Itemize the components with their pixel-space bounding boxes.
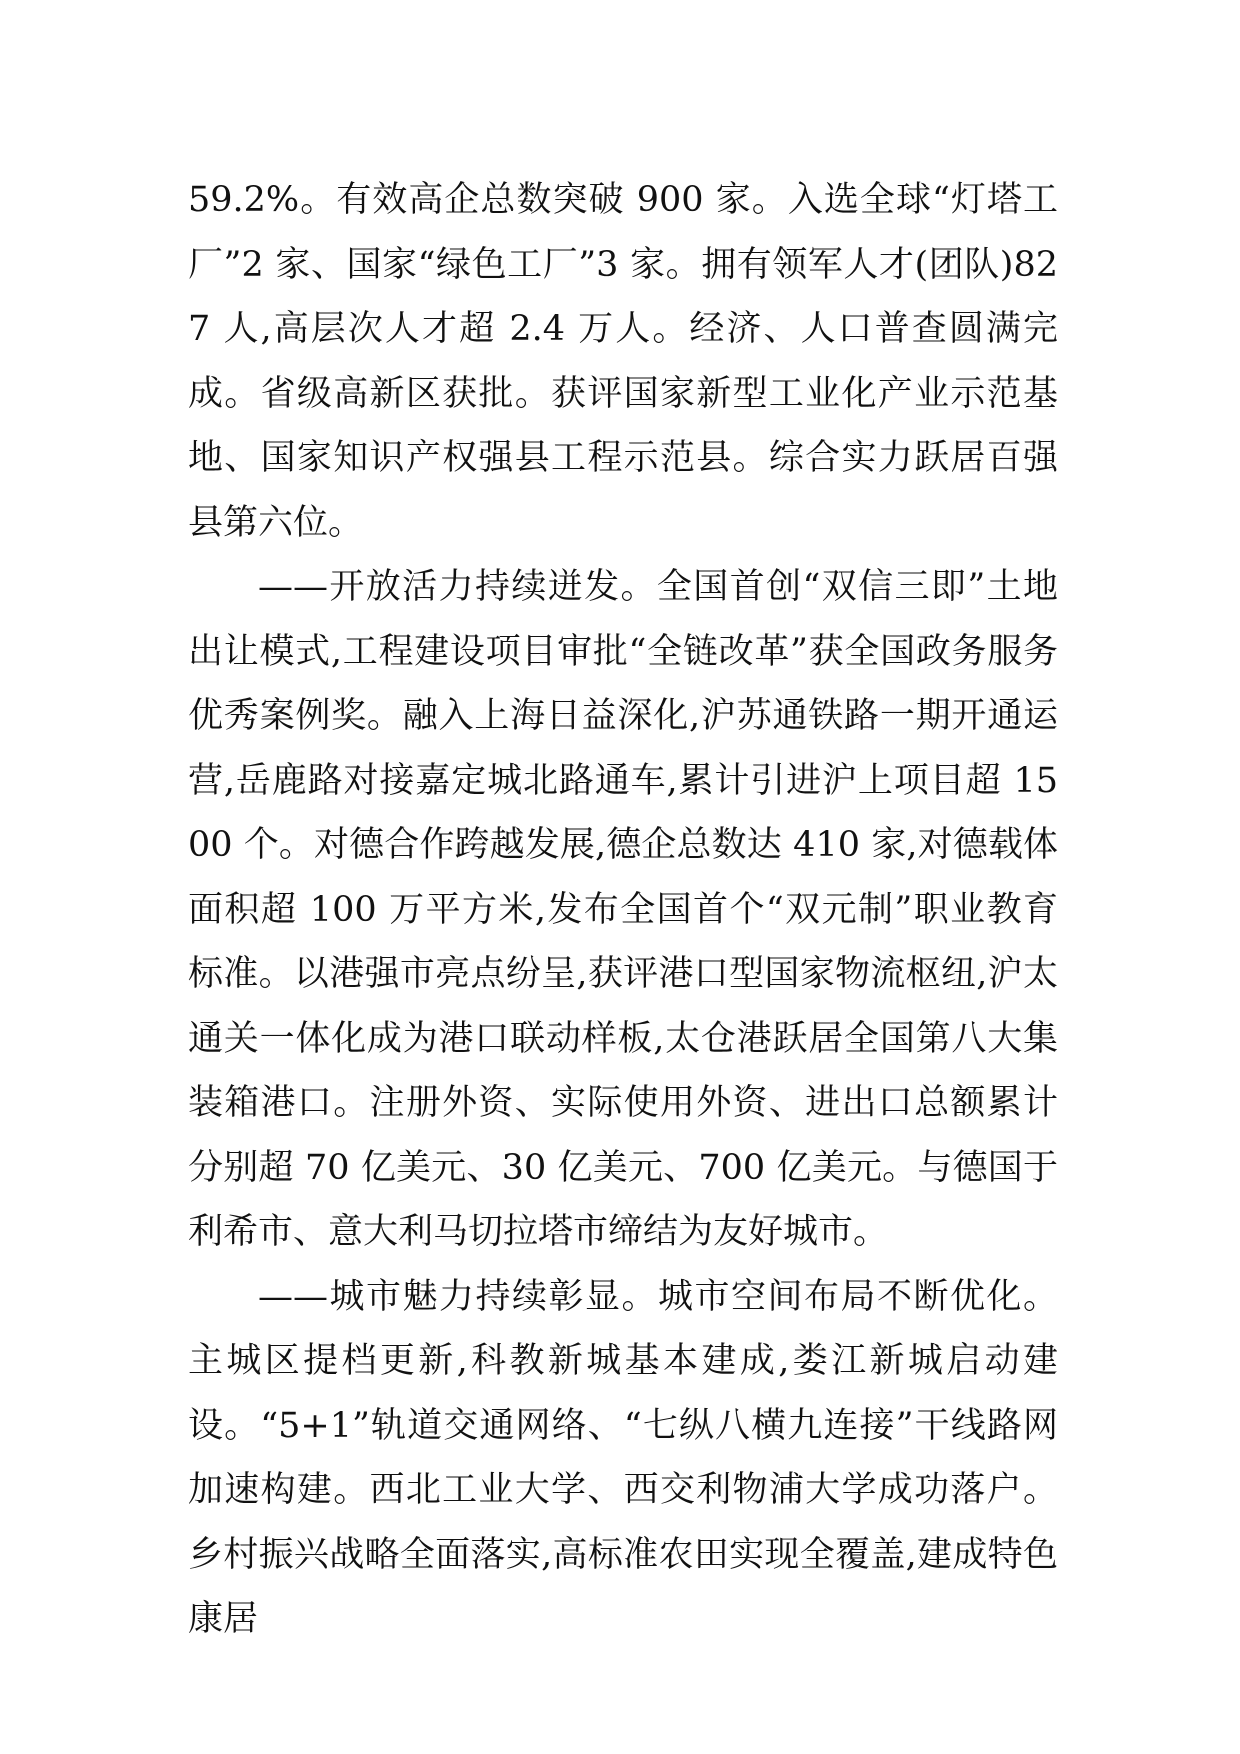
paragraph-opening-vitality: ——开放活力持续迸发。全国首创“双信三即”土地出让模式,工程建设项目审批“全链改革”获全国政务服务优秀案例奖。融入上海日益深化,沪苏通铁路一期开通运营,岳鹿路对接嘉定城北路通车,累计引进沪上项目超 1500 个。对德合作跨越发展,德企总数达 410 家,对德载体面积超 100 万平方米,发布全国首个“双元制”职业教育标准。以港强市亮点纷呈,获评港口型国家物流枢纽,沪太通关一体化成为港口联动样板,太仓港跃居全国第八大集装箱港口。注册外资、实际使用外资、进出口总额累计分别超 70 亿美元、30 亿美元、700 亿美元。与德国于利希市、意大利马切拉塔市缔结为友好城市。: [188, 567, 1058, 1252]
paragraph-achievements: 59.2%。有效高企总数突破 900 家。入选全球“灯塔工厂”2 家、国家“绿色工厂”3 家。拥有领军人才(团队)827 人,高层次人才超 2.4 万人。经济、人口普查圆满完成。省级高新区获批。获评国家新型工业化产业示范基地、国家知识产权强县工程示范县。综合实力跃居百强县第六位。: [188, 180, 1058, 543]
document-body: [188, 168, 1058, 1652]
paragraph-city-charm: ——城市魅力持续彰显。城市空间布局不断优化。主城区提档更新,科教新城基本建成,娄江新城启动建设。“5+1”轨道交通网络、“七纵八横九连接”干线路网加速构建。西北工业大学、西交利物浦大学成功落户。乡村振兴战略全面落实,高标准农田实现全覆盖,建成特色康居: [188, 1276, 1058, 1639]
